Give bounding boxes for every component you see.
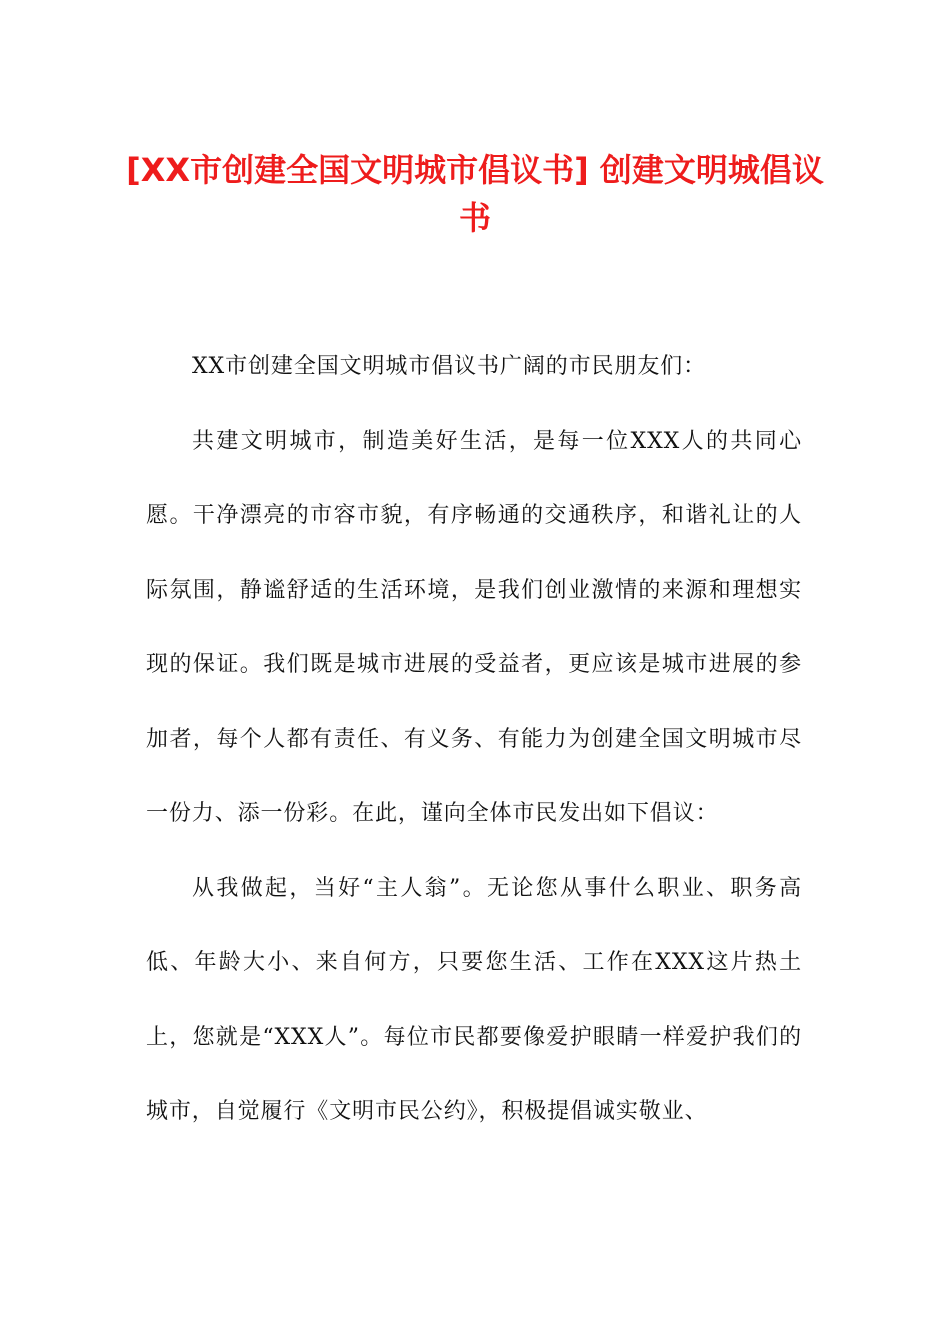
paragraph-1: 共建文明城市，制造美好生活，是每一位XXX人的共同心愿。干净漂亮的市容市貌，有序畅通的交通秩序，和谐礼让的人际氛围，静谧舒适的生活环境，是我们创业激情的来源和理想实现的保证。我们既是城市进展的受益者，更应该是城市进展的参加者，每个人都有责任、有义务、有能力为创建全国文明城市尽一份力、添一份彩。在此，谨向全体市民发出如下倡议：: [146, 428, 802, 826]
salutation-line: XX市创建全国文明城市倡议书广阔的市民朋友们：: [192, 354, 707, 379]
document-title: [XX市创建全国文明城市倡议书] 创建文明城倡议书: [126, 151, 824, 237]
paragraph-2: 从我做起，当好“主人翁”。无论您从事什么职业、职务高低、年龄大小、来自何方，只要您生活、工作在XXX这片热土上，您就是“XXX人”。每位市民都要像爱护眼睛一样爱护我们的城市，自觉履行《文明市民公约》，积极提倡诚实敬业、: [146, 875, 802, 1124]
document-body: [146, 330, 802, 1150]
